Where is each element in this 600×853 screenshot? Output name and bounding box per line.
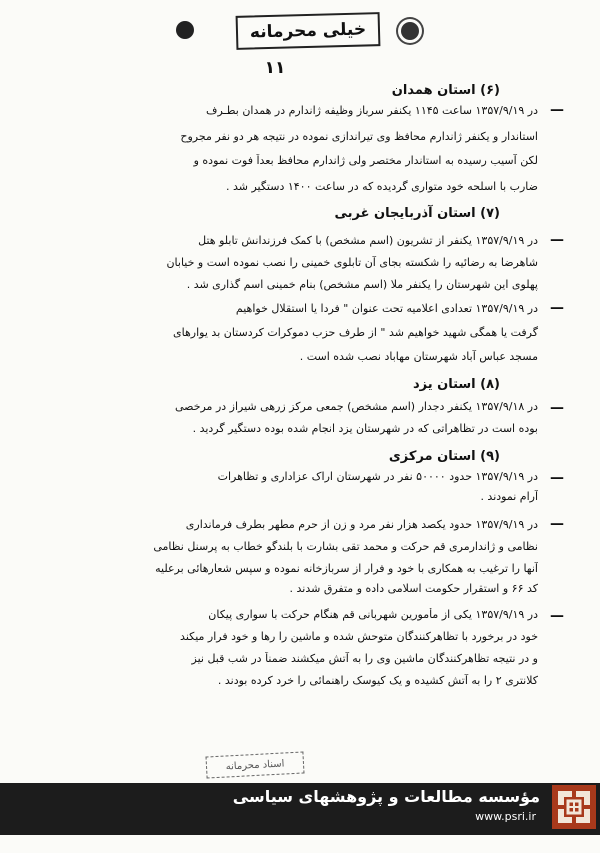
body-text-line: خود در برخورد با تظاهرکنندگان متوحش شده و ماشین را رها و خود فرار میکند — [180, 630, 538, 643]
body-text-line: پهلوی این شهرستان را یکنفر ملا (اسم مشخص) بنام خمینی اسم گذاری شد . — [186, 278, 538, 291]
body-text-line: آرام نمودند . — [480, 490, 538, 503]
body-text-line: بوده است در تظاهراتی که در شهرستان یزد انجام شده بوده دستگیر گردید . — [192, 422, 538, 435]
body-text-line: در ۱۳۵۷/۹/۱۹ ساعت ۱۱۴۵ یکنفر سرباز وظیفه ژاندارم در همدان بطـرف — [206, 104, 538, 117]
body-text-line: شاهرضا به رضائیه را شکسته بجای آن تابلوی خمینی را نصب نموده است و خیابان — [166, 256, 538, 269]
body-text-line: نظامی و ژاندارمری قم حرکت و محمد تقی بشارت با بلندگو خطاب به پرسنل نظامی — [153, 540, 538, 553]
body-text-line: در ۱۳۵۷/۹/۱۹ حدود یکصد هزار نفر مرد و زن از حرم مطهر بطرف فرمانداری — [185, 518, 538, 531]
institute-logo-icon — [552, 785, 596, 829]
bullet-dash: — — [550, 102, 564, 118]
body-text-line: کد ۶۶ و استقرار حکومت اسلامی داده و متفرق شدند . — [289, 582, 538, 595]
body-text-line: ضارب با اسلحه خود متواری گردیده که در ساعت ۱۴۰۰ دستگیر شد . — [225, 180, 538, 193]
body-text-line: در ۱۳۵۷/۹/۱۹ تعدادی اعلامیه تحت عنوان " فردا یا استقلال خواهیم — [235, 302, 538, 315]
institute-url: www.psri.ir — [475, 810, 536, 823]
body-text-line: در ۱۳۵۷/۹/۱۹ یکی از مأمورین شهربانی قم هنگام حرکت با سواری پیکان — [208, 608, 538, 621]
institute-name: مؤسسه مطالعات و پژوهشهای سیاسی — [232, 787, 540, 806]
body-text-line: استاندار و یکنفر ژاندارم محافظ وی تیراندازی نموده در نتیجه هر دو نفر مجروح — [180, 130, 538, 143]
bullet-dash: — — [550, 516, 564, 532]
bullet-dash: — — [550, 400, 564, 416]
body-text-line: کلانتری ۲ را به آتش کشیده و یک کیوسک راهنمائی را خرد کرده بودند . — [217, 674, 538, 687]
bullet-dash: — — [550, 470, 564, 486]
body-text-line: مسجد عباس آباد شهرستان مهاباد نصب شده است . — [299, 350, 538, 363]
body-text-line: گرفت یا همگی شهید خواهیم شد " از طرف حزب دموکرات کردستان بد یوارهای — [173, 326, 538, 339]
section-heading: (۶) استان همدان — [391, 83, 500, 98]
footer-bar — [0, 783, 600, 835]
classification-stamp: خیلی محرمانه — [236, 12, 381, 50]
body-text-line: در ۱۳۵۷/۹/۱۹ حدود ۵۰۰۰۰ نفر در شهرستان اراک عزاداری و تظاهرات — [217, 470, 538, 483]
bullet-dash: — — [550, 232, 564, 248]
section-heading: (۸) استان یزد — [412, 377, 500, 392]
page-number: ۱۱ — [264, 58, 286, 78]
body-text-line: لکن آسیب رسیده به استاندار مختصر ولی ژاندارم محافظ بعداً فوت نموده و — [193, 154, 538, 167]
bullet-dash: — — [550, 608, 564, 624]
section-heading: (۹) استان مرکزی — [388, 449, 500, 464]
body-text-line: و در نتیجه تظاهرکنندگان ماشین وی را به آتش میکشند ضمناً در شب قبل نیز — [191, 652, 538, 665]
punch-hole-left — [176, 21, 194, 39]
body-text-line: آنها را ترغیب به همکاری با خود و فرار از سربازخانه نموده و سپس شعارهائی برعلیه — [155, 562, 538, 575]
body-text-line: در ۱۳۵۷/۹/۱۸ یکنفر دجدار (اسم مشخص) جمعی مرکز زرهی شیراز در مرخصی — [174, 400, 538, 413]
punch-hole-right — [401, 22, 419, 40]
section-heading: (۷) استان آذربایجان غربی — [334, 206, 500, 221]
archive-stamp: اسناد محرمانه — [205, 751, 304, 778]
body-text-line: در ۱۳۵۷/۹/۱۹ یکنفر از تشریون (اسم مشخص) با کمک فرزندانش تابلو هتل — [198, 234, 538, 247]
bullet-dash: — — [550, 300, 564, 316]
